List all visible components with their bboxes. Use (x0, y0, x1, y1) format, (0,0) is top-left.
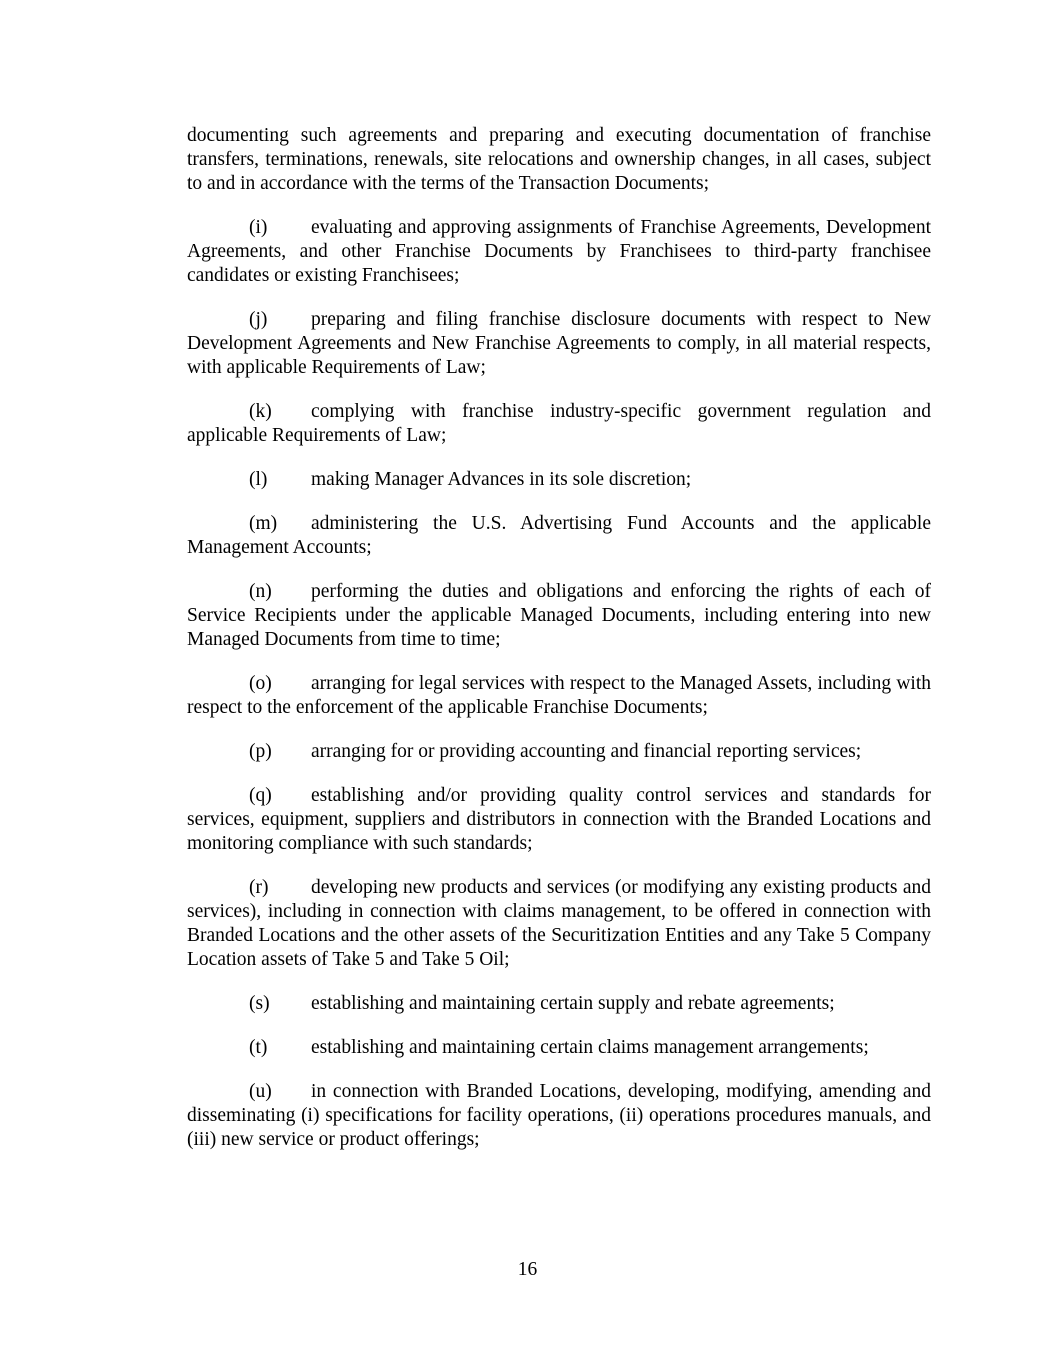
item-text: arranging for or providing accounting and financial reporting services; (311, 741, 862, 762)
list-item-p (187, 740, 931, 764)
item-text: performing the duties and obligations and enforcing the rights of each of Service Recipients under the applicable Managed Documents, including entering into new Managed Documents from time to time; (187, 581, 931, 650)
item-text: arranging for legal services with respect to the Managed Assets, including with respect to the enforcement of the applicable Franchise Documents; (187, 673, 931, 718)
item-marker: (p) (249, 741, 272, 762)
item-marker: (o) (249, 673, 272, 694)
list-item-n (187, 580, 931, 652)
item-marker: (m) (249, 513, 278, 534)
list-item-m (187, 512, 931, 560)
list-item-k (187, 400, 931, 448)
item-text: preparing and filing franchise disclosure documents with respect to New Development Agreements and New Franchise Agreements to comply, in all material respects, with applicable Requirements of Law; (187, 309, 931, 378)
list-item-u (187, 1080, 931, 1152)
list-item-s (187, 992, 931, 1016)
list-item-o (187, 672, 931, 720)
item-text: establishing and maintaining certain claims management arrangements; (311, 1037, 869, 1058)
page-number: 16 (517, 1259, 538, 1280)
item-text: developing new products and services (or modifying any existing products and services), including in connection with claims management, to be offered in connection with Branded Locations and the other assets of the Securitization Entities and any Take 5 Company Location assets of Take 5 and Take 5 Oil; (187, 877, 931, 970)
intro-paragraph: documenting such agreements and preparing and executing documentation of franchise transfers, terminations, renewals, site relocations and ownership changes, in all cases, subject to and in accordance with the terms of the Transaction Documents; (187, 125, 931, 194)
item-text: administering the U.S. Advertising Fund Accounts and the applicable Management Accounts; (187, 513, 931, 558)
item-text: establishing and maintaining certain supply and rebate agreements; (311, 993, 835, 1014)
item-marker: (r) (249, 877, 269, 898)
item-text: complying with franchise industry-specific government regulation and applicable Requirements of Law; (187, 401, 931, 446)
list-item-i (187, 216, 931, 288)
item-marker: (q) (249, 785, 272, 806)
list-item-j (187, 308, 931, 380)
item-text: evaluating and approving assignments of Franchise Agreements, Development Agreements, and other Franchise Documents by Franchisees to third-party franchisee candidates or existing Franchisees; (187, 217, 931, 286)
list-item-r (187, 876, 931, 972)
item-marker: (j) (249, 309, 268, 330)
item-marker: (n) (249, 581, 272, 602)
item-marker: (t) (249, 1037, 268, 1058)
item-marker: (s) (249, 993, 270, 1014)
item-marker: (u) (249, 1081, 272, 1102)
item-text: establishing and/or providing quality control services and standards for services, equipment, suppliers and distributors in connection with the Branded Locations and monitoring compliance with such standards; (187, 785, 931, 854)
item-text: making Manager Advances in its sole discretion; (311, 469, 692, 490)
list-item-q (187, 784, 931, 856)
list-item-t (187, 1036, 931, 1060)
item-text: in connection with Branded Locations, developing, modifying, amending and disseminating (i) specifications for facility operations, (ii) operations procedures manuals, and (iii) new service or product offerings; (187, 1081, 931, 1150)
item-marker: (i) (249, 217, 268, 238)
page-body (187, 124, 931, 1172)
list-item-l (187, 468, 931, 492)
item-marker: (l) (249, 469, 268, 490)
item-marker: (k) (249, 401, 272, 422)
